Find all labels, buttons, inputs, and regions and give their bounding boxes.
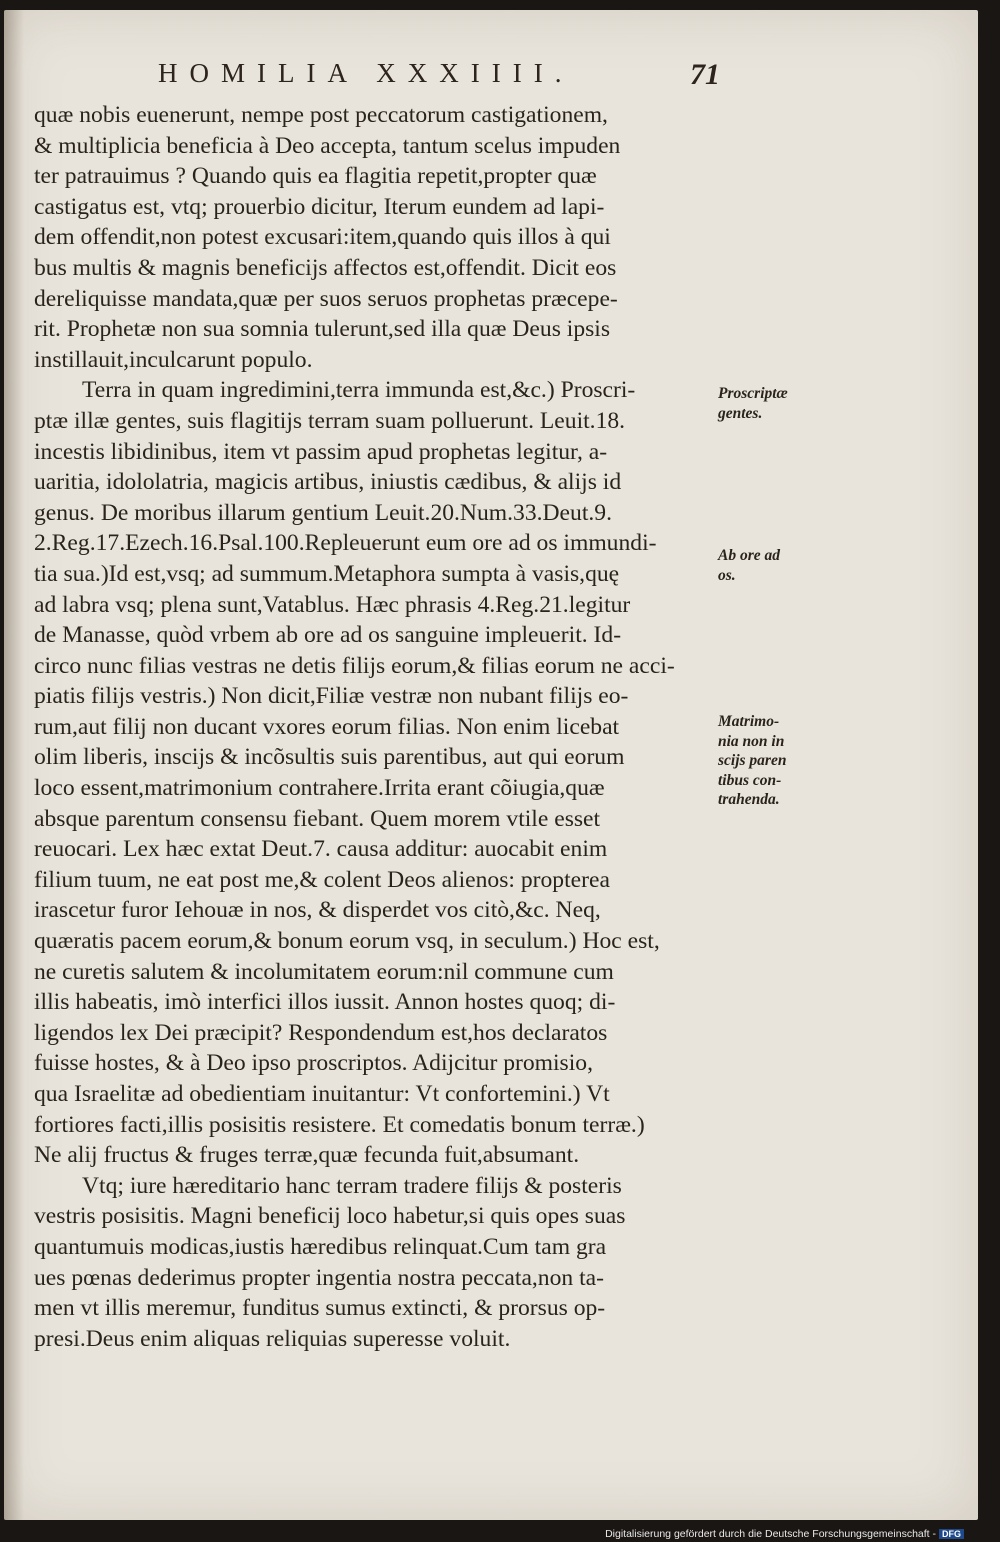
text-line: olim liberis, inscijs & incõsultis suis parentibus, aut qui eorum [34, 744, 625, 771]
text-line: ter patrauimus ? Quando quis ea flagitia repetit,propter quæ [34, 163, 597, 190]
text-line: incestis libidinibus, item vt passim apud prophetas legitur, a- [34, 438, 608, 465]
text-line: ne curetis salutem & incolumitatem eorum:nil commune cum [34, 958, 614, 985]
main-text-block [34, 100, 706, 1354]
text-line: 2.Reg.17.Ezech.16.Psal.100.Repleuerunt eum ore ad os immundi- [34, 530, 657, 557]
text-line: rit. Prophetæ non sua somnia tulerunt,sed illa quæ Deus ipsis [34, 316, 611, 343]
text-line: & multiplicia beneficia à Deo accepta, tantum scelus impuden [34, 132, 621, 159]
text-line: uaritia, idololatria, magicis artibus, iniustis cædibus, & alijs id [34, 469, 622, 496]
margin-note-line: Matrimo- [718, 713, 780, 730]
margin-note-line: gentes. [718, 404, 763, 422]
text-line: Terra in quam ingredimini,terra immunda est,&c.) Proscri- [82, 377, 636, 404]
text-line: ad labra vsq; plena sunt,Vatablus. Hæc phrasis 4.Reg.21.legitur [34, 591, 631, 618]
text-line: quæ nobis euenerunt, nempe post peccatorum castigationem, [34, 102, 608, 128]
text-line: ues pœnas dederimus propter ingentia nostra peccata,non ta- [34, 1264, 604, 1291]
text-line: Ne alij fructus & fruges terræ,quæ fecunda fuit,absumant. [34, 1142, 580, 1169]
margin-note-line: Ab ore ad [718, 547, 780, 564]
text-line: rum,aut filij non ducant vxores eorum filias. Non enim licebat [34, 713, 620, 740]
text-line: ligendos lex Dei præcipit? Respondendum est,hos declaratos [34, 1019, 608, 1046]
margin-note-line: trahenda. [718, 791, 780, 808]
text-line: fuisse hostes, & à Deo ipso proscriptos. Adijcitur promisio, [34, 1050, 593, 1077]
page-number: 71 [690, 58, 720, 91]
text-line: instillauit,inculcarunt populo. [34, 346, 313, 373]
margin-note-line: os. [718, 566, 736, 584]
text-line: quæratis pacem eorum,& bonum eorum vsq, in seculum.) Hoc est, [34, 928, 660, 955]
margin-note-matrimonia [718, 712, 818, 810]
text-line: dem offendit,non potest excusari:item,quando quis illos à qui [34, 224, 611, 251]
text-line: dereliquisse mandata,quæ per suos seruos prophetas præcepe- [34, 285, 618, 312]
text-line: vestris posisitis. Magni beneficij loco habetur,si quis opes suas [34, 1203, 626, 1230]
text-line: quantumuis modicas,iustis hæredibus relinquat.Cum tam gra [34, 1233, 607, 1260]
margin-note-ab-ore-ad-os [718, 546, 818, 585]
text-line: bus multis & magnis beneficijs affectos est,offendit. Dicit eos [34, 254, 617, 281]
text-line: ptæ illæ gentes, suis flagitijs terram suam polluerunt. Leuit.18. [34, 407, 626, 434]
margin-note-line: tibus con- [718, 771, 782, 789]
text-line: circo nunc filias vestras ne detis filijs eorum,& filias eorum ne acci- [34, 652, 675, 679]
digitization-credit [605, 1528, 964, 1540]
margin-note-proscriptae-gentes [718, 384, 818, 423]
running-title: HOMILIA XXXIIII. [158, 58, 574, 88]
text-line: castigatus est, vtq; prouerbio dicitur, Iterum eundem ad lapi- [34, 193, 605, 220]
text-line: genus. De moribus illarum gentium Leuit.20.Num.33.Deut.9. [34, 499, 612, 526]
text-line: qua Israelitæ ad obedientiam inuitantur: Vt confortemini.) Vt [34, 1081, 610, 1107]
text-line: irascetur furor Iehouæ in nos, & disperdet vos citò,&c. Neq, [34, 897, 601, 924]
margin-note-line: Proscriptæ [718, 385, 788, 402]
text-line: men vt illis meremur, funditus sumus extincti, & prorsus op- [34, 1295, 606, 1322]
text-line: absque parentum consensu fiebant. Quem morem vtile esset [34, 805, 601, 832]
text-line: loco essent,matrimonium contrahere.Irrita erant cõiugia,quæ [34, 775, 605, 802]
page-gutter-shadow [4, 10, 24, 1520]
text-line: illis habeatis, imò interfici illos iussit. Annon hostes quoq; di- [34, 989, 616, 1016]
dfg-logo: DFG [939, 1529, 964, 1539]
text-line: presi.Deus enim aliquas reliquias superesse voluit. [34, 1325, 511, 1352]
text-line: piatis filijs vestris.) Non dicit,Filiæ vestræ non nubant filijs eo- [34, 683, 629, 710]
text-line: fortiores facti,illis posisitis resistere. Et comedatis bonum terræ.) [34, 1111, 645, 1138]
text-line: Vtq; iure hæreditario hanc terram tradere filijs & posteris [82, 1172, 622, 1199]
text-line: filium tuum, ne eat post me,& colent Deos alienos: propterea [34, 866, 610, 893]
margin-note-line: scijs paren [718, 752, 787, 769]
text-line: de Manasse, quòd vrbem ab ore ad os sanguine impleuerit. Id- [34, 622, 622, 649]
margin-note-line: nia non in [718, 732, 785, 750]
credit-text: Digitalisierung gefördert durch die Deutsche Forschungsgemeinschaft - [605, 1528, 936, 1540]
text-line: tia sua.)Id est,vsq; ad summum.Metaphora sumpta à vasis,quę [34, 560, 620, 587]
text-line: reuocari. Lex hæc extat Deut.7. causa additur: auocabit enim [34, 836, 608, 863]
